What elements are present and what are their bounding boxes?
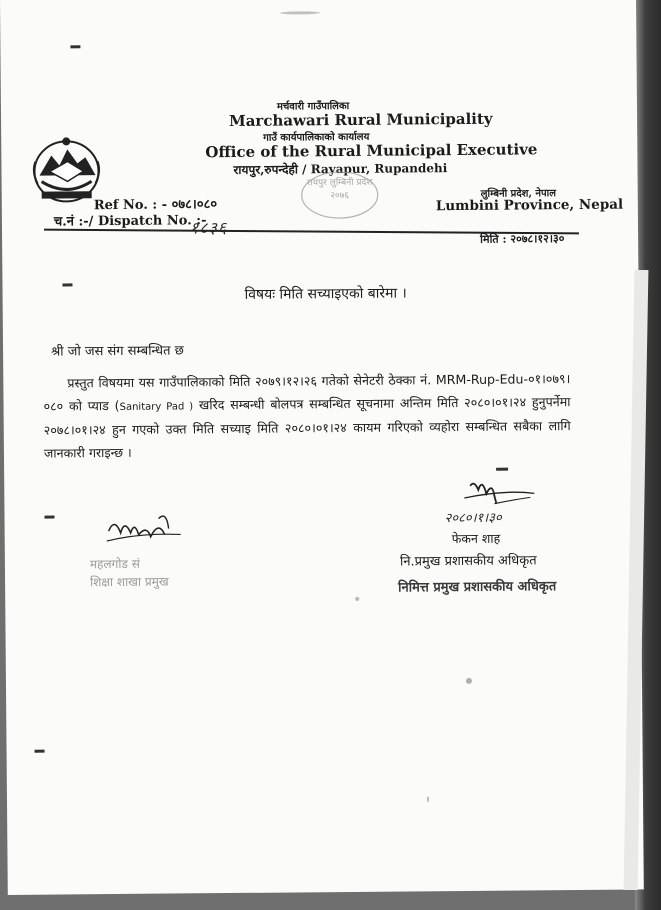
scan-speck	[427, 796, 429, 802]
ref-number: Ref No. : - ०७८।०८०	[93, 197, 218, 214]
dispatch-number-handwritten: १८३६	[189, 218, 228, 238]
office-seal-stamp: रायपुर लुम्बिनी प्रदेश २०७६	[297, 169, 381, 222]
municipality-name-en: Marchawari Rural Municipality	[228, 109, 493, 131]
letter-subject: विषयः मिति सच्याइएको बारेमा ।	[244, 285, 407, 303]
province-np: लुम्बिनी प्रदेश, नेपाल	[480, 188, 557, 200]
header-divider	[44, 229, 579, 235]
municipality-name-np: मर्चवारी गाउँपालिका	[276, 100, 350, 113]
signer-title: नि.प्रमुख प्रशासकीय अधिकृत	[399, 553, 537, 570]
office-name-np: गाउँ कार्यपालिकाको कार्यालय	[263, 131, 370, 144]
letter-salutation: श्री जो जस संग सम्बन्धित छ	[51, 343, 184, 360]
signature-date-handwritten: २०८०।१।३०	[444, 510, 502, 527]
left-signature-stamp: महलगोड सं शिक्षा शाखा प्रमुख	[89, 556, 169, 590]
office-name-en: Office of the Rural Municipal Executive	[205, 140, 538, 162]
scan-speck	[466, 678, 472, 684]
dispatch-label: च.नं :-/ Dispatch No. :-	[53, 213, 207, 230]
province-en: Lumbini Province, Nepal	[435, 196, 624, 215]
scan-mark	[45, 516, 55, 519]
letter-date: मिति : २०७८।१२।३०	[480, 232, 565, 246]
letter-body: प्रस्तुत विषयमा यस गाउँपालिकाको मिति २०७९।१२।२६ गतेको सेनेटरी ठेक्का नं. MRM-Rup-Edu-०१।०७९।०८० को प्याड (Sanitary Pad ) खरिद सम्बन्धी बोलपत्र सम्बन्धित सूचनामा अन्तिम मिति २०८०।०१।२४ हुनुपर्नेमा २०७८।०१।२४ हुन गएको उक्त मिति सच्याइ मिति २०८०।०१।२४ कायम गरिएको व्यहोरा सम्बन्धित सबैका लागि जानकारी गराइन्छ ।	[43, 371, 571, 461]
signer-name: फेकन शाह	[451, 530, 501, 547]
scan-mark	[35, 750, 45, 753]
scan-mark	[70, 45, 80, 48]
scan-mark	[62, 283, 72, 286]
scan-mark	[496, 468, 508, 471]
letterhead	[0, 0, 638, 270]
signer-title-stamp: निमित्त प्रमुख प्रशासकीय अधिकृत	[398, 579, 557, 596]
scan-speck	[355, 597, 359, 601]
office-address: रायपुर,रुपन्देही / Rayapur, Rupandehi	[233, 161, 448, 177]
